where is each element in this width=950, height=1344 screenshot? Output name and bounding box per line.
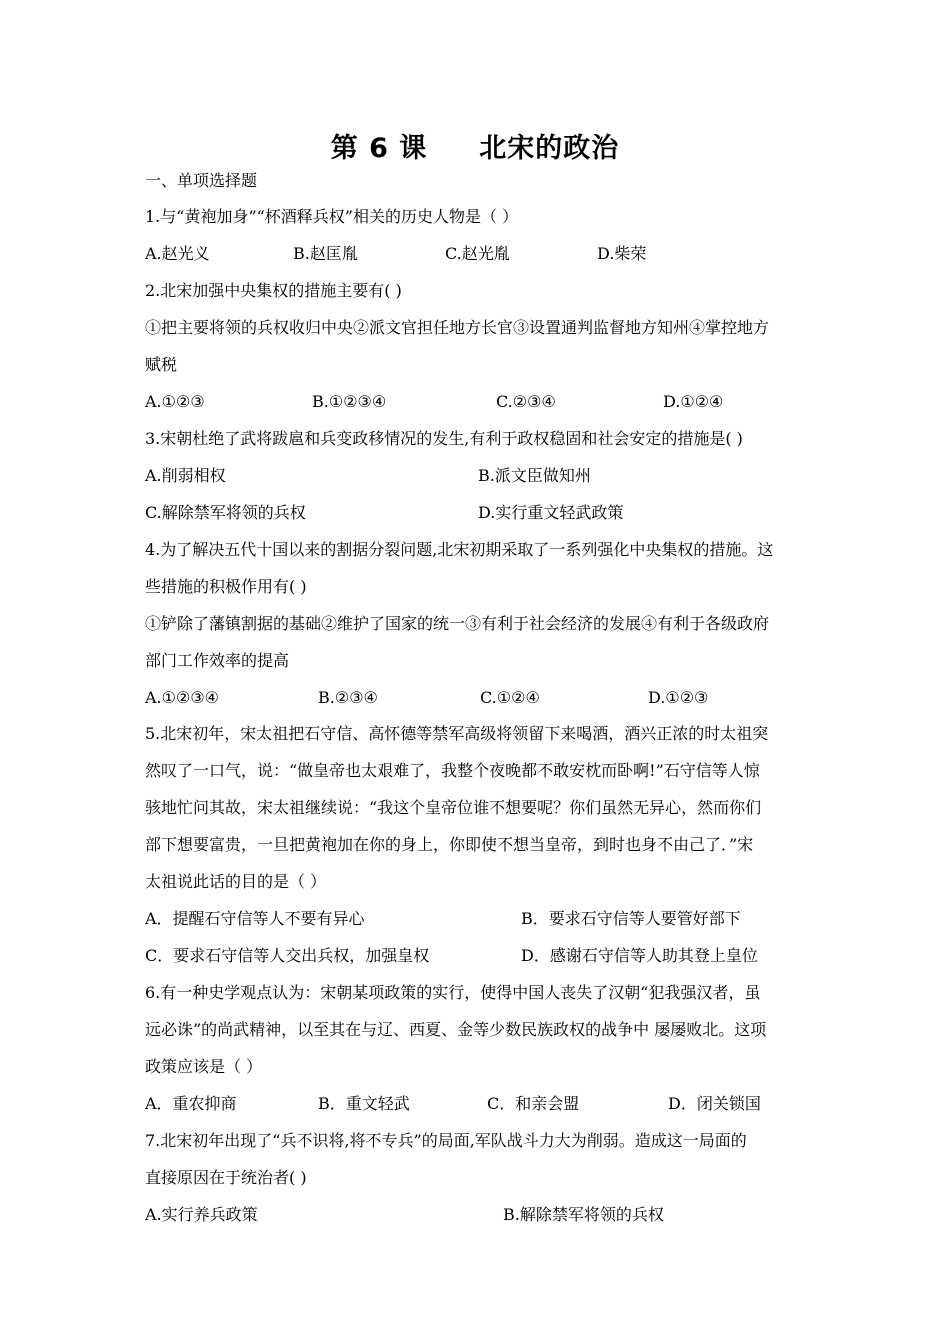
- question-3-option-c: C.解除禁军将领的兵权: [145, 503, 306, 522]
- question-5-text-line-5: 太祖说此话的目的是（ ）: [145, 872, 327, 891]
- question-5-option-b: B．要求石守信等人要管好部下: [521, 909, 741, 928]
- question-1-option-b: B.赵匡胤: [293, 244, 358, 263]
- question-6-text-line-2: 远必诛”的尚武精神，以至其在与辽、西夏、金等少数民族政权的战争中 屡屡败北。这项: [145, 1020, 767, 1039]
- question-4-option-c: C.①②④: [480, 688, 540, 707]
- question-1-option-d: D.柴荣: [597, 244, 647, 263]
- question-2-statements-line-2: 赋税: [145, 355, 178, 374]
- question-2-option-c: C.②③④: [496, 392, 556, 411]
- question-2-option-b: B.①②③④: [312, 392, 387, 411]
- question-5-text-line-4: 部下想要富贵，一旦把黄袍加在你的身上，你即使不想当皇帝，到时也身不由己了．”宋: [145, 835, 754, 854]
- question-3-option-d: D.实行重文轻武政策: [478, 503, 624, 522]
- question-3-option-a: A.削弱相权: [145, 466, 226, 485]
- question-4-option-d: D.①②③: [648, 688, 709, 707]
- question-1-option-a: A.赵光义: [145, 244, 210, 263]
- question-2-text: 2.北宋加强中央集权的措施主要有( ): [145, 281, 402, 300]
- question-4-option-a: A.①②③④: [145, 688, 220, 707]
- question-1-option-c: C.赵光胤: [445, 244, 510, 263]
- question-5-option-d: D．感谢石守信等人助其登上皇位: [521, 946, 758, 965]
- question-3-option-b: B.派文臣做知州: [478, 466, 591, 485]
- question-7-option-a: A.实行养兵政策: [145, 1205, 258, 1224]
- question-5-option-c: C．要求石守信等人交出兵权，加强皇权: [145, 946, 430, 965]
- question-5-text-line-1: 5.北宋初年，宋太祖把石守信、高怀德等禁军高级将领留下来喝酒，酒兴正浓的时太祖突: [145, 724, 769, 743]
- question-5-option-a: A．提醒石守信等人不要有异心: [145, 909, 365, 928]
- question-2-option-d: D.①②④: [663, 392, 724, 411]
- question-4-statements-line-2: 部门工作效率的提高: [145, 651, 290, 670]
- question-6-option-b: B．重文轻武: [318, 1094, 410, 1113]
- question-6-option-c: C．和亲会盟: [487, 1094, 580, 1113]
- question-7-option-b: B.解除禁军将领的兵权: [503, 1205, 664, 1224]
- question-2-option-a: A.①②③: [145, 392, 205, 411]
- question-5-text-line-3: 骇地忙问其故，宋太祖继续说：“我这个皇帝位谁不想要呢？你们虽然无异心，然而你们: [145, 798, 762, 817]
- question-7-text-line-2: 直接原因在于统治者( ): [145, 1168, 307, 1187]
- page-title: 第 6 课 北宋的政治: [330, 133, 620, 164]
- section-heading: 一、单项选择题: [145, 171, 258, 190]
- question-4-option-b: B.②③④: [318, 688, 378, 707]
- question-4-text-line-1: 4.为了解决五代十国以来的割据分裂问题,北宋初期采取了一系列强化中央集权的措施。这: [145, 540, 774, 559]
- question-7-text-line-1: 7.北宋初年出现了“兵不识将,将不专兵”的局面,军队战斗力大为削弱。造成这一局面的: [145, 1131, 747, 1150]
- question-5-text-line-2: 然叹了一口气，说：“做皇帝也太艰难了，我整个夜晚都不敢安枕而卧啊!”石守信等人惊: [145, 761, 760, 780]
- question-6-option-d: D．闭关锁国: [668, 1094, 761, 1113]
- question-6-text-line-3: 政策应该是（ ）: [145, 1057, 263, 1076]
- question-6-option-a: A．重农抑商: [145, 1094, 237, 1113]
- question-2-statements-line-1: ①把主要将领的兵权收归中央②派文官担任地方长官③设置通判监督地方知州④掌控地方: [145, 318, 770, 337]
- question-4-statements-line-1: ①铲除了藩镇割据的基础②维护了国家的统一③有利于社会经济的发展④有利于各级政府: [145, 614, 770, 633]
- question-3-text: 3.宋朝杜绝了武将跋扈和兵变政移情况的发生,有利于政权稳固和社会安定的措施是( ): [145, 429, 743, 448]
- question-4-text-line-2: 些措施的积极作用有( ): [145, 577, 307, 596]
- question-6-text-line-1: 6.有一种史学观点认为：宋朝某项政策的实行，使得中国人丧失了汉朝“犯我强汉者，虽: [145, 983, 761, 1002]
- question-1-text: 1.与“黄袍加身”“杯酒释兵权”相关的历史人物是（ ）: [145, 207, 519, 226]
